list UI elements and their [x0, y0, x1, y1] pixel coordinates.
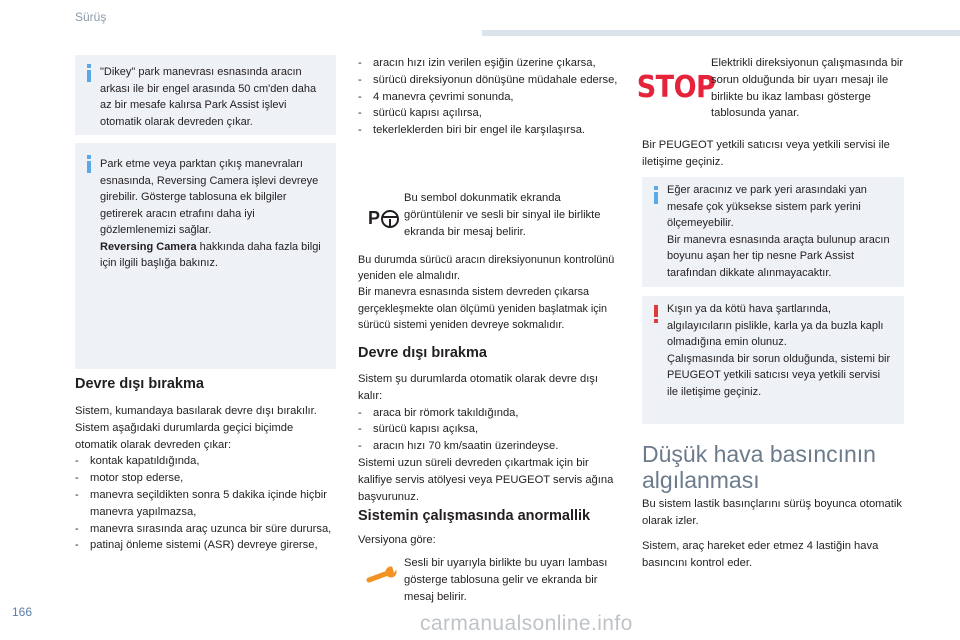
note-text: Eğer aracınız ve park yeri arasındaki yan mesafe çok yüksekse sistem park yerini ölçemeyebilir.: [667, 184, 867, 229]
list-item: - sürücü kapısı açıksa,: [358, 421, 620, 438]
list-item: - araca bir römork takıldığında,: [358, 405, 620, 422]
note-text: Kışın ya da kötü hava şartlarında, algılayıcıların pislikle, karla ya da buzla kaplı olmadığına emin olunuz.: [667, 303, 884, 348]
note-text-after: hakkında daha fazla bilgi için ilgili başlığa bakınız.: [100, 240, 321, 269]
list-item: - patinaj önleme sistemi (ASR) devreye girerse,: [75, 537, 335, 554]
auto-off-list: [358, 405, 620, 455]
low-pressure-para-1: Bu sistem lastik basınçlarını sürüş boyunca otomatik olarak izler.: [642, 498, 902, 527]
para-2: Bir manevra esnasında sistem devreden çıkarsa gerçekleşmekte olan ölçümü yeniden başlatmak için sürücü sistemi yeniden devreye sokmalıdır.: [358, 286, 608, 331]
para-3: Sistemi uzun süreli devreden çıkartmak için bir kalifiye servis atölyesi veya PEUGEOT servis ağına başvurunuz.: [358, 456, 614, 503]
info-note-side-distance: [642, 177, 904, 287]
section-title-anormallik: Sistemin çalışmasında anormallik: [358, 508, 591, 524]
list-item: - motor stop ederse,: [75, 470, 335, 487]
wrench-text: Sesli bir uyarıyla birlikte bu uyarı lambası gösterge tablosuna gelir ve ekranda bir mesaj belirir.: [404, 557, 608, 603]
symbol-text: Bu sembol dokunmatik ekranda görüntülenir ve sesli bir sinyal ile birlikte ekranda bir mesaj belirir.: [404, 192, 601, 238]
note-text: "Dikey" park manevrası esnasında aracın arkası ile bir engel arasında 50 cm'den daha az bir mesafe kalırsa Park Assist işlevi otomatik olarak devreden çıkar.: [100, 66, 317, 128]
low-pressure-para-2: Sistem, araç hareket eder etmez 4 lastiğin hava basıncını kontrol eder.: [642, 540, 879, 569]
list-item: - tekerleklerden biri bir engel ile karşılaşırsa.: [358, 122, 620, 139]
stop-text: Elektrikli direksiyonun çalışmasında bir sorun olduğunda bir uyarı mesajı ile birlikte bu ikaz lambası gösterge tablosunda yanar.: [711, 57, 904, 120]
note-text-bold: Reversing Camera: [100, 240, 197, 253]
stop-warning-icon: [636, 69, 716, 106]
list-item: - manevra seçildikten sonra 5 dakika içinde hiçbir manevra yapılmazsa,: [75, 487, 335, 521]
park-steering-icon: [366, 205, 400, 229]
stop-after-text: Bir PEUGEOT yetkili satıcısı veya yetkili servisi ile iletişime geçiniz.: [642, 139, 890, 168]
stop-icon-label: STOP: [636, 69, 716, 105]
warning-note-winter: [642, 296, 904, 424]
info-note-park-assist: [75, 55, 336, 135]
section-title-devre-disi-2: Devre dışı bırakma: [358, 345, 487, 361]
para-1: Bu durumda sürücü aracın direksiyonunun kontrolünü yeniden ele almalıdır.: [358, 254, 615, 283]
info-icon: [83, 155, 95, 173]
section-title-devre-disi: Devre dışı bırakma: [75, 376, 204, 392]
list-item: - 4 manevra çevrimi sonunda,: [358, 89, 620, 106]
middle-paragraphs: [358, 252, 624, 333]
list-item: - aracın hızı 70 km/saatin üzerindeyse.: [358, 438, 620, 455]
info-icon: [650, 186, 662, 204]
svg-text:P: P: [368, 208, 381, 228]
note-text-2: Çalışmasında bir sorun olduğunda, sistemi bir PEUGEOT yetkili satıcısı veya yetkili servisi ile iletişime geçiniz.: [667, 352, 891, 398]
note-text-main: Park etme veya parktan çıkış manevraları esnasında, Reversing Camera işlevi devreye girebilir. Gösterge tablosuna ek bilgiler getirerek aracın etrafını daha iyi gözlemlenemizi sağlar.: [100, 158, 319, 236]
note-text-2: Bir manevra esnasında araçta bulunup aracın boyunu aşan her tip nesne Park Assist tarafından dikkate alınmayacaktır.: [667, 233, 890, 279]
wrench-icon: [366, 565, 400, 585]
page-header-title: Sürüş: [75, 10, 107, 24]
info-note-reversing-camera: [75, 143, 336, 369]
deactivation-list: [75, 453, 335, 554]
list-item: - aracın hızı izin verilen eşiğin üzerine çıkarsa,: [358, 55, 620, 72]
intro-text-2: Sistem aşağıdaki durumlarda geçici biçimde otomatik olarak devreden çıkar:: [75, 421, 294, 451]
header-bar: [482, 30, 960, 36]
list-item: - sürücü kapısı açılırsa,: [358, 105, 620, 122]
list-item: - sürücü direksiyonun dönüşüne müdahale ederse,: [358, 72, 620, 89]
intro-text: Sistem şu durumlarda otomatik olarak devre dışı kalır:: [358, 373, 599, 402]
list-item: - kontak kapatıldığında,: [75, 453, 335, 470]
warning-icon: [650, 305, 662, 323]
section-title-low-pressure: Düşük hava basıncının algılanması: [642, 441, 876, 494]
note-text: [100, 156, 326, 272]
intro-text: Sistem, kumandaya basılarak devre dışı bırakılır.: [75, 405, 317, 417]
list-item: - manevra sırasında araç uzunca bir süre durursa,: [75, 521, 335, 538]
intro-text-3: Versiyona göre:: [358, 534, 436, 546]
page-number: 166: [12, 605, 33, 619]
watermark: carmanualsonline.info: [420, 612, 633, 635]
continued-list: [358, 55, 620, 139]
info-icon: [83, 64, 95, 82]
middle-body: [358, 371, 620, 505]
left-body: [75, 403, 335, 554]
